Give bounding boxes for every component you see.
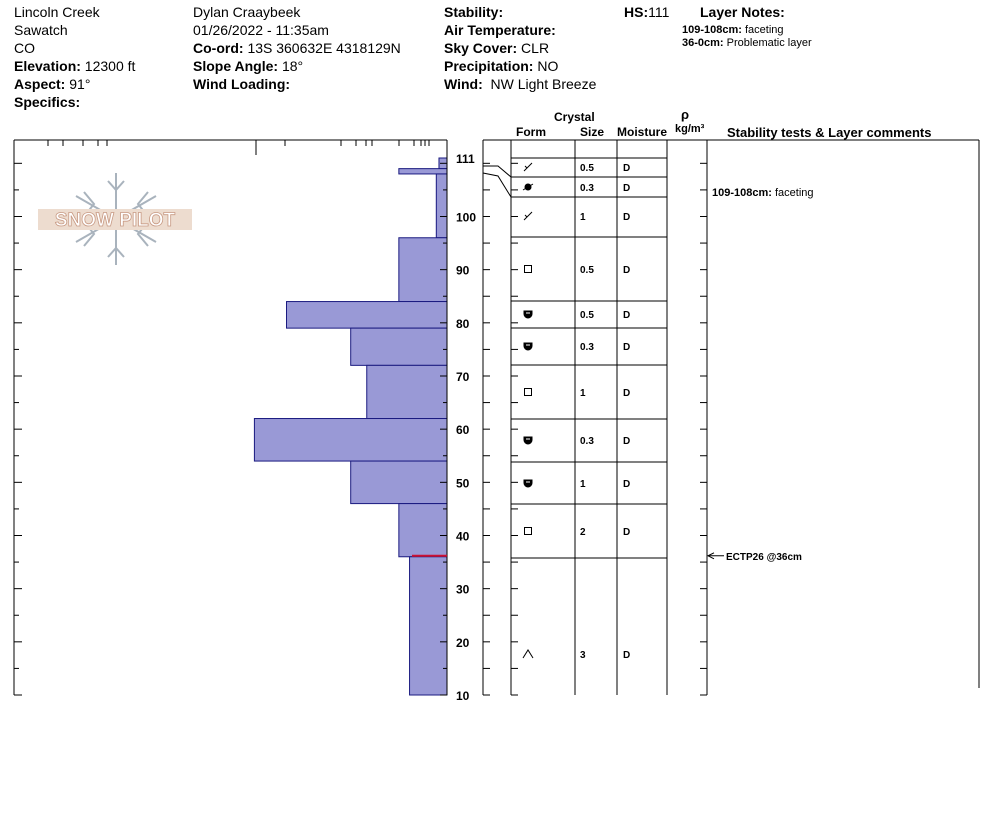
grain-form-icon bbox=[525, 389, 532, 396]
grain-size-label: 0.5 bbox=[580, 163, 594, 174]
decomposing-grain-icon bbox=[525, 166, 527, 168]
hardness-bar bbox=[287, 302, 448, 329]
grain-size-label: 0.5 bbox=[580, 310, 594, 321]
density-unit-header: kg/m³ bbox=[675, 123, 705, 135]
observation-datetime: 01/26/2022 - 11:35am bbox=[193, 22, 329, 38]
hardness-bar bbox=[254, 419, 447, 462]
faceted-rounding-grain-icon bbox=[524, 437, 532, 444]
hs-value: 111 bbox=[648, 4, 670, 20]
layer-comment bbox=[712, 187, 814, 199]
hardness-bar bbox=[436, 174, 447, 238]
grain-form-icon bbox=[524, 480, 532, 487]
depth-hoar-grain-icon bbox=[523, 650, 533, 658]
height-tick-label: 40 bbox=[456, 529, 470, 544]
moisture-label: D bbox=[623, 342, 631, 353]
stability-header: Stability tests & Layer comments bbox=[727, 125, 932, 140]
moisture-header: Moisture bbox=[617, 125, 668, 139]
form-header: Form bbox=[516, 125, 546, 139]
moisture-label: D bbox=[623, 212, 631, 223]
logo-text: SNOW PILOT bbox=[54, 210, 176, 231]
moisture-label: D bbox=[623, 265, 631, 276]
layer-comment-text: faceting bbox=[775, 187, 814, 199]
grain-size-label: 3 bbox=[580, 650, 586, 661]
grain-size-label: 1 bbox=[580, 479, 586, 490]
hardness-bar bbox=[351, 461, 447, 504]
size-header: Size bbox=[580, 125, 605, 139]
grain-size-label: 0.3 bbox=[580, 342, 594, 353]
stability-test-label: ECTP26 @36cm bbox=[726, 551, 802, 563]
hardness-bar bbox=[367, 365, 447, 418]
grain-size-label: 0.5 bbox=[580, 265, 594, 276]
wind-loading-label: Wind Loading: bbox=[193, 76, 291, 92]
faceted-rounding-grain-icon bbox=[524, 343, 532, 350]
slope-value: 18° bbox=[281, 58, 304, 74]
layer-note-text: faceting bbox=[745, 24, 784, 36]
moisture-label: D bbox=[623, 650, 631, 661]
hardness-bar bbox=[399, 169, 447, 174]
coord-label: Co-ord: bbox=[193, 40, 244, 56]
moisture-label: D bbox=[623, 183, 631, 194]
layer-note-range: 36-0cm: bbox=[682, 37, 724, 49]
grain-size-label: 2 bbox=[580, 527, 586, 538]
location-name: Lincoln Creek bbox=[14, 4, 100, 20]
grain-size-label: 0.3 bbox=[580, 183, 594, 194]
grain-form-icon bbox=[525, 266, 532, 273]
state: CO bbox=[14, 40, 35, 56]
wind-value: NW Light Breeze bbox=[490, 76, 597, 92]
stability-label: Stability: bbox=[444, 4, 504, 20]
decomposing-grain-icon bbox=[524, 212, 532, 220]
height-tick-label: 60 bbox=[456, 423, 470, 438]
grain-size-label: 1 bbox=[580, 212, 586, 223]
layer-connector bbox=[483, 173, 511, 197]
grain-form-icon bbox=[524, 311, 532, 318]
slope-label: Slope Angle: bbox=[193, 58, 279, 74]
hs-label: HS: bbox=[624, 4, 649, 20]
moisture-label: D bbox=[623, 527, 631, 538]
layer-notes-title: Layer Notes: bbox=[700, 4, 785, 20]
height-tick-label: 90 bbox=[456, 263, 470, 278]
height-tick-label: 100 bbox=[456, 210, 477, 225]
height-tick-label: 80 bbox=[456, 316, 470, 331]
grain-size-label: 1 bbox=[580, 388, 586, 399]
grain-size-label: 0.3 bbox=[580, 436, 594, 447]
height-tick-label: 10 bbox=[456, 689, 470, 703]
moisture-label: D bbox=[623, 163, 631, 174]
mountain-range: Sawatch bbox=[14, 22, 68, 38]
height-tick-label: 20 bbox=[456, 635, 470, 650]
elevation-value: 12300 ft bbox=[84, 58, 136, 74]
hardness-bar bbox=[410, 557, 447, 695]
hardness-bar bbox=[399, 238, 447, 302]
hardness-bars bbox=[254, 158, 447, 695]
moisture-label: D bbox=[623, 479, 631, 490]
aspect-value: 91° bbox=[69, 76, 91, 92]
hardness-bar bbox=[399, 504, 447, 557]
faceted-grain-icon bbox=[525, 266, 532, 273]
grain-form-icon bbox=[525, 528, 532, 535]
layer-note-range: 109-108cm: bbox=[682, 24, 742, 36]
observer-name: Dylan Craaybeek bbox=[193, 4, 301, 20]
crystal-header: Crystal bbox=[554, 110, 595, 124]
moisture-label: D bbox=[623, 388, 631, 399]
grain-form-icon bbox=[523, 650, 533, 658]
height-tick-label: 50 bbox=[456, 476, 470, 491]
air-temp-label: Air Temperature: bbox=[444, 22, 556, 38]
grain-form-icon bbox=[523, 184, 533, 191]
grain-form-icon bbox=[524, 343, 532, 350]
faceted-grain-icon bbox=[525, 528, 532, 535]
decomposing-grain-icon bbox=[525, 215, 527, 217]
height-tick-label: 70 bbox=[456, 369, 470, 384]
precip-value: NO bbox=[537, 58, 559, 74]
grain-form-icon bbox=[524, 163, 532, 171]
moisture-label: D bbox=[623, 436, 631, 447]
coord-value: 13S 360632E 4318129N bbox=[247, 40, 401, 56]
elevation-label: Elevation: bbox=[14, 58, 81, 74]
precip-label: Precipitation: bbox=[444, 58, 534, 74]
specifics-label: Specifics: bbox=[14, 94, 81, 110]
faceted-rounding-grain-icon bbox=[524, 311, 532, 318]
faceted-rounding-grain-icon bbox=[524, 480, 532, 487]
faceted-grain-icon bbox=[525, 389, 532, 396]
sky-value: CLR bbox=[521, 40, 550, 56]
grain-form-icon bbox=[524, 212, 532, 220]
rho-header: ρ bbox=[681, 107, 690, 122]
decomposing-grain-icon bbox=[524, 163, 532, 171]
grain-form-icon bbox=[524, 437, 532, 444]
layer-note-text: Problematic layer bbox=[726, 37, 812, 49]
aspect-label: Aspect: bbox=[14, 76, 66, 92]
height-tick-label: 30 bbox=[456, 582, 470, 597]
wind-label: Wind: bbox=[444, 76, 483, 92]
annotations bbox=[412, 187, 814, 563]
hardness-bar bbox=[351, 328, 447, 365]
height-tick-label: 111 bbox=[456, 152, 475, 166]
moisture-label: D bbox=[623, 310, 631, 321]
snowpilot-logo bbox=[38, 173, 192, 265]
sky-label: Sky Cover: bbox=[444, 40, 518, 56]
layer-comment-range: 109-108cm: bbox=[712, 187, 775, 199]
